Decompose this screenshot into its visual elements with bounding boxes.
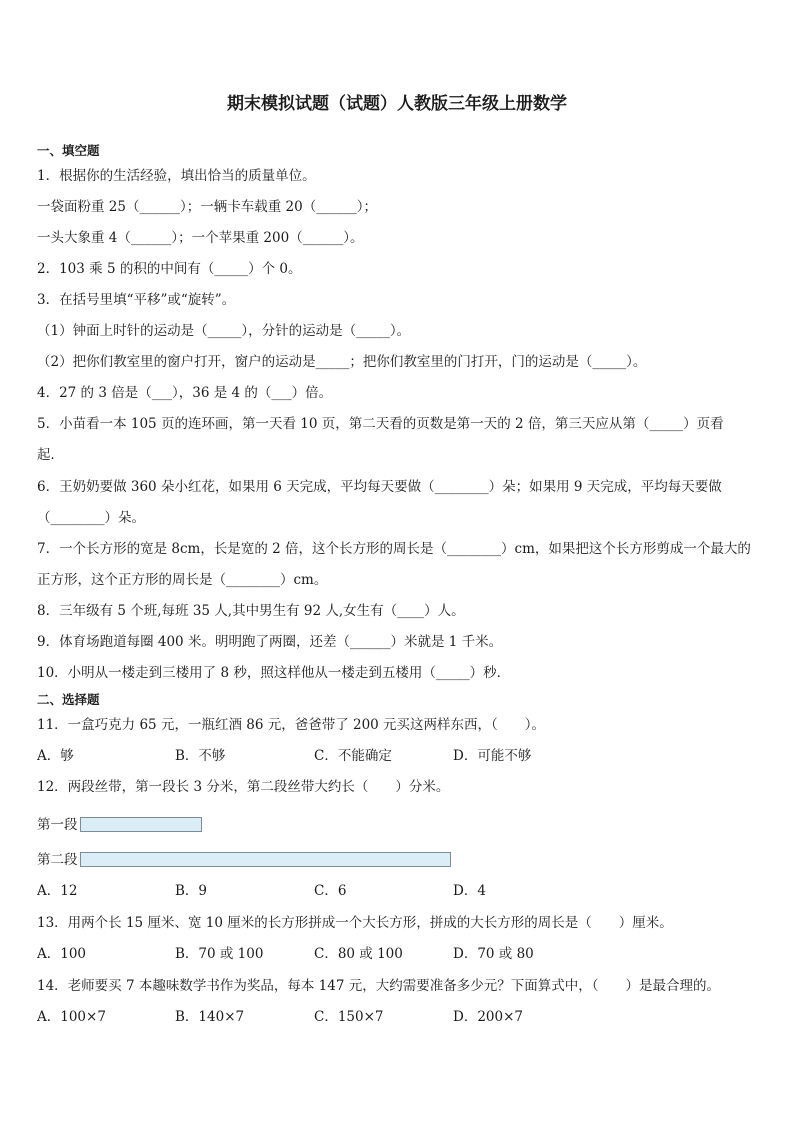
q11-option-a: A．够 (37, 748, 74, 764)
question-11: 11．一盒巧克力 65 元，一瓶红酒 86 元，爸爸带了 200 元买这两样东西，（ ）。 (37, 717, 546, 733)
q13-option-d: D．70 或 80 (453, 946, 534, 962)
question-1: 1．根据你的生活经验，填出恰当的质量单位。 (37, 168, 316, 184)
q14-option-c: C．150×7 (314, 1009, 384, 1025)
question-14: 14．老师要买 7 本趣味数学书作为奖品，每本 147 元，大约需要准备多少元？下面算式中，（ ）是最合理的。 (37, 978, 720, 994)
question-1-line-a: 一袋面粉重 25（______）；一辆卡车载重 20（______）； (37, 199, 377, 215)
question-8: 8．三年级有 5 个班,每班 35 人,其中男生有 92 人,女生有（____）人。 (37, 603, 465, 619)
q13-option-a: A．100 (37, 946, 87, 962)
question-5-line-b: 起． (37, 447, 64, 463)
q11-option-c: C．不能确定 (314, 748, 392, 764)
question-3-part-1: （1）钟面上时针的运动是（_____），分针的运动是（_____）。 (37, 323, 411, 339)
section-heading-multiple-choice: 二、选择题 (37, 692, 100, 707)
question-9: 9．体育场跑道每圈 400 米。明明跑了两圈，还差（______）米就是 1 千米。 (37, 634, 503, 650)
page-title: 期末模拟试题（试题）人教版三年级上册数学 (227, 94, 567, 114)
q12-option-b: B．9 (175, 883, 208, 899)
question-12: 12．两段丝带，第一段长 3 分米，第二段丝带大约长（ ）分米。 (37, 779, 450, 795)
question-4: 4．27 的 3 倍是（___），36 是 4 的（___）倍。 (37, 385, 333, 401)
question-3-part-2: （2）把你们教室里的窗户打开，窗户的运动是_____；把你们教室里的门打开，门的运动是（_____）。 (37, 354, 647, 370)
ribbon-1-bar (80, 817, 202, 832)
question-6-line-a: 6．王奶奶要做 360 朵小红花，如果用 6 天完成，平均每天要做（________）朵；如果用 9 天完成，平均每天要做 (37, 479, 722, 495)
q14-option-d: D．200×7 (453, 1009, 523, 1025)
question-5-line-a: 5．小苗看一本 105 页的连环画，第一天看 10 页，第二天看的页数是第一天的 2 倍，第三天应从第（_____）页看 (37, 416, 724, 432)
q14-option-a: A．100×7 (37, 1009, 106, 1025)
q11-option-b: B．不够 (175, 748, 226, 764)
q11-option-d: D．可能不够 (453, 748, 532, 764)
q12-option-c: C．6 (314, 883, 347, 899)
question-13: 13．用两个长 15 厘米、宽 10 厘米的长方形拼成一个大长方形，拼成的大长方形的周长是（ ）厘米。 (37, 915, 673, 931)
ribbon-2-label: 第二段 (37, 852, 78, 868)
question-7-line-b: 正方形，这个正方形的周长是（________）cm。 (37, 572, 328, 588)
ribbon-2-bar (80, 852, 451, 867)
q13-option-c: C．80 或 100 (314, 946, 403, 962)
question-2: 2．103 乘 5 的积的中间有（_____）个 0。 (37, 261, 302, 277)
section-heading-fill-blank: 一、填空题 (37, 143, 100, 158)
question-7-line-a: 7．一个长方形的宽是 8cm，长是宽的 2 倍，这个长方形的周长是（________）cm，如果把这个长方形剪成一个最大的 (37, 541, 751, 557)
q14-option-b: B．140×7 (175, 1009, 245, 1025)
question-6-line-b: （________）朵。 (37, 510, 145, 526)
q12-option-d: D．4 (453, 883, 486, 899)
question-10: 10．小明从一楼走到三楼用了 8 秒，照这样他从一楼走到五楼用（_____）秒． (37, 665, 511, 681)
question-3: 3．在括号里填“平移”或“旋转”。 (37, 292, 236, 308)
ribbon-1-label: 第一段 (37, 817, 78, 833)
q13-option-b: B．70 或 100 (175, 946, 264, 962)
q12-option-a: A．12 (37, 883, 78, 899)
question-1-line-b: 一头大象重 4（______）；一个苹果重 200（______）。 (37, 230, 364, 246)
